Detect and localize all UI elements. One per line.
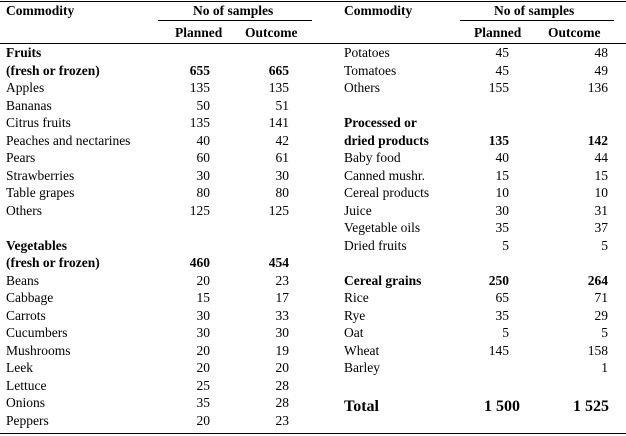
row-planned-value: 135 [488,132,509,148]
row-commodity-name: Others [6,202,42,218]
row-planned-value: 40 [196,132,210,148]
total-label: Total [344,398,379,415]
row-planned-value: 135 [189,80,210,95]
left-planned-header: Planned [175,25,223,40]
row-outcome-value: 1 [601,360,608,375]
row-commodity-name: dried products [344,132,429,148]
row-commodity-name: Rye [344,307,366,323]
row-planned-value: 20 [196,412,210,428]
row-planned-value: 460 [189,255,210,270]
row-commodity-name: Rice [344,290,369,305]
row-commodity-name: Beans [6,272,39,288]
row-planned-value: 15 [196,290,210,305]
row-planned-value: 25 [196,377,210,393]
row-planned-value: 155 [488,80,509,95]
row-commodity-name: Tomatoes [344,62,397,78]
row-commodity-name: Cucumbers [6,325,68,340]
row-commodity-name: Bananas [6,97,52,113]
row-outcome-value: 10 [594,185,608,200]
row-commodity-name: Juice [344,202,372,218]
row-commodity-name: Vegetable oils [344,220,421,235]
row-planned-value: 20 [196,342,210,358]
row-commodity-name: Onions [6,395,46,410]
row-outcome-value: 37 [594,220,608,235]
row-planned-value: 250 [488,272,509,288]
row-outcome-value: 28 [275,377,289,393]
row-planned-value: 30 [196,307,210,323]
row-commodity-name: Lettuce [6,377,47,393]
row-outcome-value: 5 [601,325,608,340]
row-outcome-value: 17 [275,290,289,305]
row-commodity-name: Barley [344,360,380,375]
row-planned-value: 30 [495,202,509,218]
bottom-rule [0,433,626,434]
row-outcome-value: 48 [594,45,608,60]
row-planned-value: 80 [196,185,210,200]
row-outcome-value: 33 [275,307,289,323]
row-commodity-name: Cereal grains [344,272,422,288]
row-planned-value: 20 [196,272,210,288]
row-commodity-name: Citrus fruits [6,115,71,130]
row-planned-value: 145 [488,342,509,358]
total-outcome: 1 525 [573,398,609,415]
row-planned-value: 30 [196,167,210,183]
row-commodity-name: Cabbage [6,290,54,305]
row-commodity-name: Oat [344,325,364,340]
row-outcome-value: 30 [275,167,289,183]
row-outcome-value: 80 [275,185,289,200]
row-commodity-name: Others [344,80,380,95]
row-commodity-name: Canned mushr. [344,167,425,183]
row-commodity-name: Dried fruits [344,237,407,253]
row-outcome-value: 30 [275,325,289,340]
row-planned-value: 5 [502,237,509,253]
row-outcome-value: 142 [587,132,608,148]
row-outcome-value: 19 [275,342,289,358]
row-commodity-name: Fruits [6,45,42,60]
right-planned-header: Planned [474,25,522,40]
row-planned-value: 135 [189,115,210,130]
row-outcome-value: 665 [268,62,289,78]
left-samples-header: No of samples [193,3,274,18]
row-commodity-name: Vegetables [6,237,67,253]
row-outcome-value: 264 [587,272,608,288]
row-commodity-name: Potatoes [344,45,390,60]
row-commodity-name: Wheat [344,342,380,358]
row-commodity-name: Peppers [6,412,49,428]
right-outcome-header: Outcome [548,25,601,40]
row-outcome-value: 31 [594,202,608,218]
row-planned-value: 20 [196,360,210,375]
row-planned-value: 35 [495,220,509,235]
row-commodity-name: Leek [6,360,33,375]
row-outcome-value: 49 [594,62,608,78]
row-outcome-value: 125 [268,202,289,218]
row-outcome-value: 135 [268,80,289,95]
row-planned-value: 65 [495,290,509,305]
row-commodity-name: Strawberries [6,167,75,183]
left-outcome-header: Outcome [245,25,298,40]
row-outcome-value: 141 [268,115,289,130]
row-commodity-name: Cereal products [344,185,430,200]
row-commodity-name: Processed or [344,115,417,130]
row-outcome-value: 23 [275,412,289,428]
row-planned-value: 45 [495,62,509,78]
row-commodity-name: Apples [6,80,45,95]
row-planned-value: 15 [495,167,509,183]
row-commodity-name: Table grapes [6,185,75,200]
right-samples-rule [460,20,614,21]
right-commodity-header: Commodity [344,3,413,18]
row-outcome-value: 136 [587,80,608,95]
row-planned-value: 30 [196,325,210,340]
row-planned-value: 45 [495,45,509,60]
row-commodity-name: Baby food [344,150,401,165]
left-commodity-header: Commodity [6,3,75,18]
row-outcome-value: 15 [594,167,608,183]
row-commodity-name: Mushrooms [6,342,71,358]
row-planned-value: 35 [196,395,210,410]
row-commodity-name: Peaches and nectarines [6,132,131,148]
row-outcome-value: 454 [268,255,289,270]
right-samples-header: No of samples [494,3,575,18]
row-commodity-name: (fresh or frozen) [6,255,100,270]
row-planned-value: 125 [189,202,210,218]
row-outcome-value: 71 [594,290,608,305]
row-outcome-value: 23 [275,272,289,288]
row-planned-value: 40 [495,150,509,165]
row-planned-value: 60 [196,150,210,165]
left-samples-rule [158,20,312,21]
row-outcome-value: 5 [601,237,608,253]
row-outcome-value: 51 [275,97,289,113]
row-outcome-value: 44 [594,150,608,165]
row-outcome-value: 61 [275,150,289,165]
row-commodity-name: (fresh or frozen) [6,62,100,78]
row-planned-value: 5 [502,325,509,340]
row-outcome-value: 158 [587,342,608,358]
row-planned-value: 50 [196,97,210,113]
row-outcome-value: 20 [275,360,289,375]
row-commodity-name: Pears [6,150,36,165]
row-planned-value: 35 [495,307,509,323]
row-outcome-value: 42 [275,132,289,148]
row-outcome-value: 29 [594,307,608,323]
total-planned: 1 500 [484,398,520,415]
row-planned-value: 10 [495,185,509,200]
row-planned-value: 655 [189,62,210,78]
row-outcome-value: 28 [275,395,289,410]
row-commodity-name: Carrots [6,307,46,323]
